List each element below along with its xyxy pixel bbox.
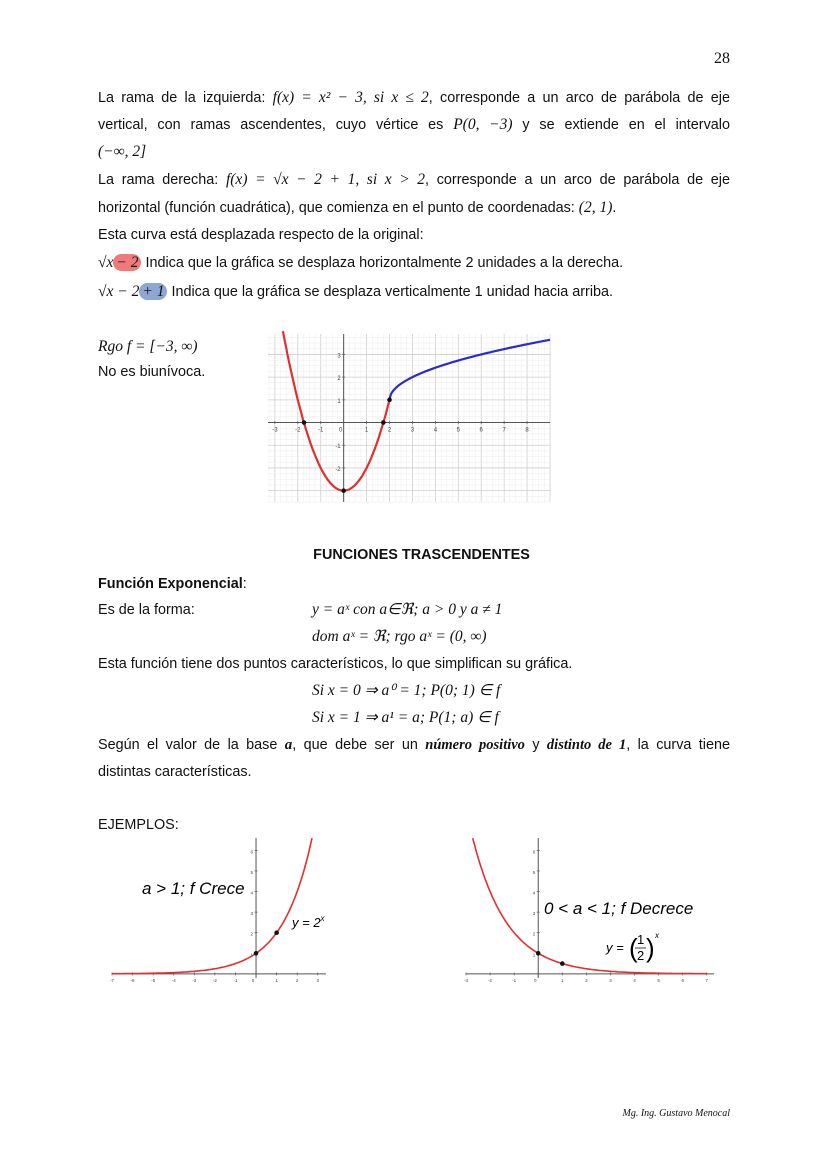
x-tick-label: 4 xyxy=(633,977,636,983)
x-tick-label: 6 xyxy=(681,977,684,983)
para1-l3-math: (−∞, 2] xyxy=(98,143,147,160)
y-tick-label: 5 xyxy=(250,869,254,875)
para1-line2 xyxy=(98,115,730,135)
c1-grid xyxy=(268,334,550,502)
c2-equation: $y = 2^x$ xyxy=(292,914,325,930)
exp-form-math: y = aˣ con a∈ℜ; a > 0 y a ≠ 1 xyxy=(312,601,503,618)
exp-dom-math: dom aˣ = ℜ; rgo aˣ = (0, ∞) xyxy=(312,628,487,645)
section-title: FUNCIONES TRASCENDENTES xyxy=(313,547,530,563)
c3-eq-den: 2 xyxy=(637,948,645,963)
y-tick-label: 6 xyxy=(532,849,536,855)
data-point xyxy=(341,488,346,493)
x-tick-label: 1 xyxy=(561,977,564,983)
x-tick-label: 4 xyxy=(433,427,438,434)
shift2-highlight: + 1 xyxy=(139,283,167,300)
y-tick-label: 6 xyxy=(250,849,254,855)
y-tick-label: 3 xyxy=(532,911,536,917)
c2-axes xyxy=(112,838,326,978)
data-point xyxy=(274,930,279,935)
base-post: , la curva tiene xyxy=(626,737,730,753)
para1-l1-math: f(x) = x² − 3, si x ≤ 2 xyxy=(272,89,429,106)
c3-eq-left: y = xyxy=(606,940,624,955)
c3-eq-sup: x xyxy=(655,931,659,940)
para1-l2-post: y se extiende en el intervalo xyxy=(512,117,730,133)
para1-l1-pre: La rama de la izquierda: xyxy=(98,90,273,106)
c3-paren-left: ( xyxy=(629,933,638,963)
data-point xyxy=(381,420,386,425)
x-tick-label: 3 xyxy=(609,977,612,983)
x-tick-label: -6 xyxy=(130,977,135,983)
shift2-line xyxy=(98,282,730,302)
x-tick-label: 2 xyxy=(387,427,392,434)
x-tick-label: -3 xyxy=(272,427,278,434)
shift1-line xyxy=(98,253,730,273)
shift-intro: Esta curva está desplazada respecto de la original: xyxy=(98,227,424,243)
para1-l2-math: P(0, −3) xyxy=(453,116,513,133)
x-tick-label: -1 xyxy=(318,427,324,434)
para2-l1-math: f(x) = √x − 2 + 1, si x > 2 xyxy=(225,171,426,188)
y-tick-label: 2 xyxy=(532,931,536,937)
series-line-0 xyxy=(112,838,312,974)
data-point xyxy=(387,398,392,403)
shift1-highlight: − 2 xyxy=(113,254,141,271)
y-tick-label: -2 xyxy=(335,466,341,473)
c3-eq-num: 1 xyxy=(637,932,645,947)
para1-line1 xyxy=(98,88,730,108)
biunivoca-text: No es biunívoca. xyxy=(98,364,206,380)
exp-heading-line xyxy=(98,574,730,594)
y-tick-label: 1 xyxy=(337,398,341,405)
exp-heading: Función Exponencial xyxy=(98,576,243,592)
para1-line3 xyxy=(98,142,730,162)
exp-points-text: Esta función tiene dos puntos característicos, lo que simplifican su gráfica. xyxy=(98,656,573,672)
x-tick-label: -5 xyxy=(151,977,156,983)
para2-line1 xyxy=(98,170,730,190)
y-tick-label: 3 xyxy=(337,353,341,360)
x-tick-label: 8 xyxy=(525,427,529,434)
base-distinct: distinto de 1 xyxy=(546,737,627,753)
exp-point2: Si x = 1 ⇒ a¹ = a; P(1; a) ∈ f xyxy=(312,709,499,726)
y-tick-label: 2 xyxy=(337,376,341,383)
footer-author: Mg. Ing. Gustavo Menocal xyxy=(622,1108,730,1119)
x-tick-label: 2 xyxy=(295,977,299,983)
exp-base-line1 xyxy=(98,735,730,755)
data-point xyxy=(536,951,541,956)
exp-base-line2: distintas características. xyxy=(98,764,252,780)
c2-condition: a > 1; f Crece xyxy=(142,879,245,898)
examples-label: EJEMPLOS: xyxy=(98,817,179,833)
exp-form-label: Es de la forma: xyxy=(98,602,195,618)
exp-heading-colon: : xyxy=(242,576,247,592)
c2-tick-labels xyxy=(110,849,320,983)
x-tick-label: -2 xyxy=(212,977,217,983)
c2-points xyxy=(254,930,279,955)
para1-l1-post: , corresponde a un arco de parábola de eje xyxy=(428,90,731,106)
x-tick-label: -2 xyxy=(488,977,493,983)
y-tick-label: 4 xyxy=(532,890,536,896)
para2-l2-post: . xyxy=(612,200,617,216)
x-tick-label: 2 xyxy=(585,977,588,983)
y-tick-label: 2 xyxy=(250,931,254,937)
data-point xyxy=(254,951,259,956)
base-pre: Según el valor de la base xyxy=(98,737,285,753)
x-tick-label: 5 xyxy=(657,977,660,983)
x-tick-label: 3 xyxy=(410,427,415,434)
x-tick-label: -3 xyxy=(192,977,197,983)
shift1-text: Indica que la gráfica se desplaza horizontalmente 2 unidades a la derecha. xyxy=(141,255,624,271)
shift2-text: Indica que la gráfica se desplaza verticalmente 1 unidad hacia arriba. xyxy=(167,284,614,300)
y-tick-label: 1 xyxy=(250,952,254,958)
c3-paren-right: ) xyxy=(646,933,655,963)
exp-growth-chart xyxy=(108,834,330,986)
base-positive: número positivo xyxy=(425,737,525,753)
x-tick-label: -1 xyxy=(233,977,238,983)
range-math: Rgo f = [−3, ∞) xyxy=(98,338,198,355)
exp-decay-chart xyxy=(460,834,718,986)
para2-l2-pre: horizontal (función cuadrática), que comienza en el punto de coordenadas: xyxy=(98,200,579,216)
x-tick-label: -1 xyxy=(512,977,517,983)
para2-l1-post: , corresponde a un arco de parábola de eje xyxy=(425,172,731,188)
base-y: y xyxy=(524,737,547,753)
page-number: 28 xyxy=(714,50,730,67)
c3-condition: 0 < a < 1; f Decrece xyxy=(544,899,694,918)
x-tick-label: 0 xyxy=(533,977,537,983)
y-tick-label: 3 xyxy=(250,911,254,917)
x-tick-label: -7 xyxy=(109,977,115,983)
base-a: a xyxy=(284,737,293,753)
x-tick-label: 3 xyxy=(316,977,320,983)
x-tick-label: 6 xyxy=(479,427,483,434)
para2-line2 xyxy=(98,198,730,218)
y-tick-label: 5 xyxy=(532,869,536,875)
piecewise-chart xyxy=(262,330,556,506)
data-point xyxy=(302,420,307,425)
y-tick-label: 1 xyxy=(532,952,536,958)
x-tick-label: 0 xyxy=(338,427,343,434)
x-tick-label: -3 xyxy=(463,977,469,983)
x-tick-label: 1 xyxy=(275,977,278,983)
exp-point1: Si x = 0 ⇒ a⁰ = 1; P(0; 1) ∈ f xyxy=(312,682,501,699)
c3-equation xyxy=(605,931,660,963)
c1-axes xyxy=(268,334,550,502)
para1-l2-pre: vertical, con ramas ascendentes, cuyo vértice es xyxy=(98,117,454,133)
data-point xyxy=(560,961,565,966)
base-mid: , que debe ser un xyxy=(292,737,426,753)
shift1-math-a: √x xyxy=(98,254,114,271)
x-tick-label: 5 xyxy=(456,427,460,434)
x-tick-label: -2 xyxy=(295,427,301,434)
x-tick-label: -4 xyxy=(171,977,176,983)
y-tick-label: 4 xyxy=(250,890,254,896)
x-tick-label: 0 xyxy=(251,977,255,983)
para2-l2-math: (2, 1) xyxy=(578,199,613,216)
c2-series xyxy=(112,838,312,974)
y-tick-label: -1 xyxy=(335,444,341,451)
shift2-math-a: √x − 2 xyxy=(98,283,140,300)
x-tick-label: 7 xyxy=(705,977,709,983)
x-tick-label: 7 xyxy=(502,427,506,434)
para2-l1-pre: La rama derecha: xyxy=(98,172,226,188)
x-tick-label: 1 xyxy=(364,427,369,434)
